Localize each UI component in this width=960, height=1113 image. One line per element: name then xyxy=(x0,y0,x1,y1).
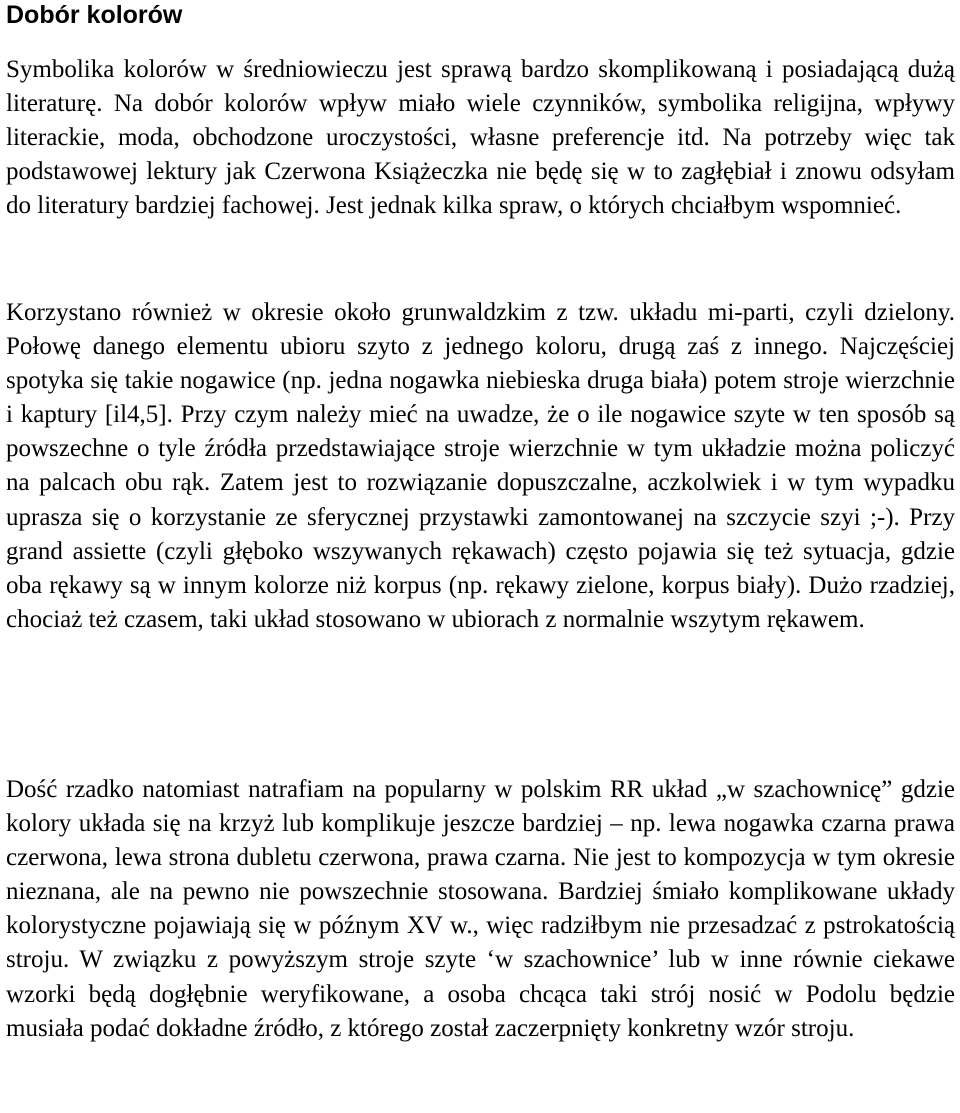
paragraph-checkerboard: Dość rzadko natomiast natrafiam na popularny w polskim RR układ „w szachownicę” gdzie kolory układa się na krzyż lub komplikuje jeszcze bardziej – np. lewa nogawka czarna prawa czerwona, lewa strona dubletu czerwona, prawa czarna. Nie jest to kompozycja w tym okresie nieznana, ale na pewno nie powszechnie stosowana. Bardziej śmiało komplikowane układy kolorystyczne pojawiają się w późnym XV w., więc radziłbym nie przesadzać z pstrokatością stroju. W związku z powyższym stroje szyte ‘w szachownice’ lub w inne równie ciekawe wzorki będą dogłębnie weryfikowane, a osoba chcąca taki strój nosić w Podolu będzie musiała podać dokładne źródło, z którego został zaczerpnięty konkretny wzór stroju. xyxy=(6,776,955,1042)
paragraph-mi-parti: Korzystano również w okresie około grunwaldzkim z tzw. układu mi-parti, czyli dzielony. Połowę danego elementu ubioru szyto z jednego koloru, drugą zaś z innego. Najczęściej spotyka się takie nogawice (np. jedna nogawka niebieska druga biała) potem stroje wierzchnie i kaptury [il4,5]. Przy czym należy mieć na uwadze, że o ile nogawice szyte w ten sposób są powszechne o tyle źródła przedstawiające stroje wierzchnie w tym układzie można policzyć na palcach obu rąk. Zatem jest to rozwiązanie dopuszczalne, aczkolwiek i w tym wypadku uprasza się o korzystanie ze sferycznej przystawki zamontowanej na szczycie szyi ;-). Przy grand assiette (czyli głęboko wszywanych rękawach) często pojawia się też sytuacja, gdzie oba rękawy są w innym kolorze niż korpus (np. rękawy zielone, korpus biały). Dużo rzadziej, chociaż też czasem, taki układ stosowano w ubiorach z normalnie wszytym rękawem. xyxy=(6,299,955,633)
document-title: Dobór kolorów xyxy=(6,1,183,29)
paragraph-color-symbolism: Symbolika kolorów w średniowieczu jest sprawą bardzo skomplikowaną i posiadającą dużą literaturę. Na dobór kolorów wpływ miało wiele czynników, symbolika religijna, wpływy literackie, moda, obchodzone uroczystości, własne preferencje itd. Na potrzeby więc tak podstawowej lektury jak Czerwona Książeczka nie będę się w to zagłębiał i znowu odsyłam do literatury bardziej fachowej. Jest jednak kilka spraw, o których chciałbym wspomnieć. xyxy=(6,56,955,220)
